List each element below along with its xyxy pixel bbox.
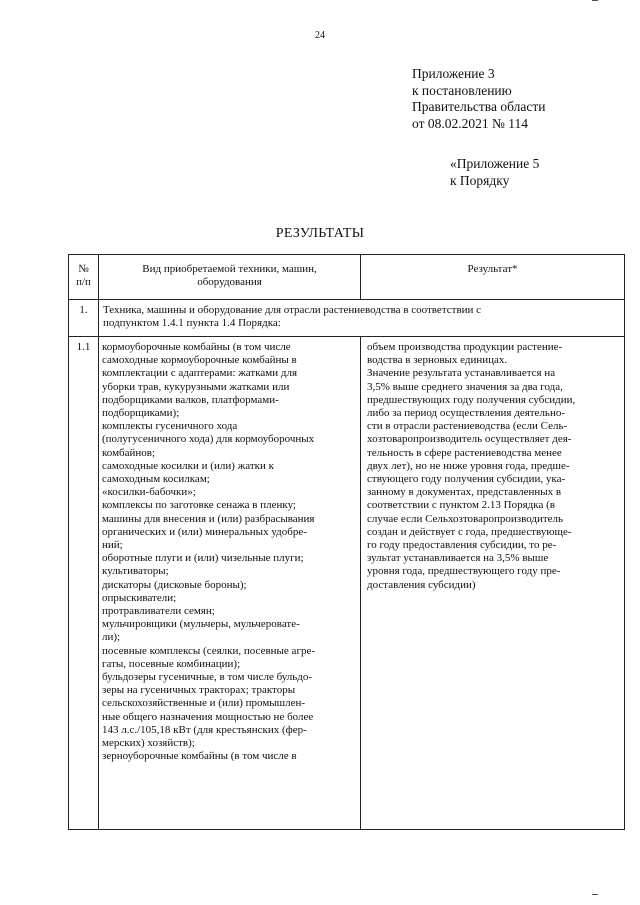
- row-num: 1.1: [69, 337, 99, 830]
- equipment-line: комплексы по заготовке сенажа в пленку;: [102, 499, 296, 512]
- equipment-line: комплектации с адаптерами: жатками для: [102, 367, 297, 380]
- equipment-line: (полугусеничного хода) для кормоуборочных: [102, 433, 315, 446]
- equipment-line: подборщиками);: [102, 407, 180, 420]
- equipment-line: ний;: [102, 539, 123, 552]
- result-line: либо за период осуществления деятельно-: [367, 407, 565, 420]
- equipment-line: 143 л.с./105,18 кВт (для крестьянских (фер-: [102, 723, 307, 736]
- result-line: тельность в сфере растениеводства менее: [367, 446, 562, 459]
- equipment-line: ные общего назначения мощностью не более: [102, 710, 314, 723]
- header-result: [361, 255, 625, 300]
- header-num: [69, 255, 99, 300]
- equipment-line: протравливатели семян;: [102, 605, 215, 618]
- result-line: сти в отрасли растениеводства (если Сель-: [367, 420, 568, 433]
- section-text-line: подпунктом 1.4.1 пункта 1.4 Порядка:: [103, 317, 281, 329]
- result-line: создан и действует с года, предшествующе-: [367, 525, 572, 538]
- page-number: 24: [315, 30, 325, 41]
- header-kind: [99, 255, 361, 300]
- equipment-line: самоходным косилкам;: [102, 473, 210, 486]
- equipment-line: органических и (или) минеральных удобре-: [102, 525, 307, 538]
- equipment-line: дискаторы (дисковые бороны);: [102, 578, 247, 591]
- equipment-line: посевные комплексы (сеялки, посевные агре-: [102, 644, 315, 657]
- result-line: двух лет), но не ниже уровня года, предше-: [367, 459, 570, 472]
- equipment-line: культиваторы;: [102, 565, 169, 578]
- result-line: хозтоваропроизводитель осуществляет дея-: [367, 433, 572, 446]
- result-line: предшествующих году получения субсидии,: [367, 393, 576, 406]
- result-description: [361, 337, 625, 830]
- equipment-line: кормоуборочные комбайны (в том числе: [102, 341, 291, 353]
- result-line: го году предоставления субсидии, то ре-: [367, 539, 557, 552]
- equipment-line: бульдозеры гусеничные, в том числе бульдо-: [102, 671, 313, 684]
- equipment-line: самоходные косилки и (или) жатки к: [102, 459, 274, 472]
- result-line: водства в зерновых единицах.: [367, 354, 508, 367]
- equipment-line: ли);: [102, 631, 121, 644]
- results-table: [68, 254, 625, 830]
- section-num: 1.: [69, 300, 99, 337]
- result-line: объем производства продукции растение-: [367, 341, 563, 353]
- equipment-line: комплекты гусеничного хода: [102, 420, 238, 433]
- result-line: 3,5% выше среднего значения за два года,: [367, 380, 563, 393]
- result-line: соответствии с пунктом 2.13 Порядка (в: [367, 499, 555, 512]
- equipment-line: подборщиками валков, платформами-: [102, 393, 279, 406]
- section-text: [99, 300, 625, 337]
- equipment-line: мульчировщики (мульчеры, мульчеровате-: [102, 618, 300, 631]
- equipment-line: комбайнов;: [102, 446, 156, 459]
- appendix-header-line: к постановлению: [412, 82, 512, 98]
- result-line: Значение результата устанавливается на: [367, 367, 556, 380]
- scan-mark-top: [592, 0, 598, 1]
- equipment-line: гаты, посевные комбинации);: [102, 657, 241, 670]
- table-header-row: [69, 255, 625, 300]
- equipment-line: самоходные кормоуборочные комбайны в: [102, 354, 297, 367]
- annex-reference-line: «Приложение 5: [450, 156, 540, 171]
- header-kind-line: Вид приобретаемой техники, машин,: [142, 263, 317, 275]
- header-num-line: №: [78, 263, 89, 275]
- result-line: зультат устанавливается на 3,5% выше: [367, 552, 549, 565]
- scan-mark-bottom: [592, 894, 598, 895]
- document-title: РЕЗУЛЬТАТЫ: [275, 226, 365, 241]
- equipment-line: зерноуборочные комбайны (в том числе в: [102, 750, 297, 763]
- equipment-line: «косилки-бабочки»;: [102, 486, 196, 499]
- header-kind-line: оборудования: [197, 276, 262, 288]
- appendix-header-line: Приложение 3: [412, 66, 495, 81]
- result-line: доставления субсидии): [367, 578, 476, 591]
- equipment-line: опрыскиватели;: [102, 591, 177, 604]
- equipment-line: уборки трав, кукурузными жатками или: [102, 380, 290, 393]
- equipment-line: машины для внесения и (или) разбрасывания: [102, 512, 315, 525]
- equipment-line: оборотные плуги и (или) чизельные плуги;: [102, 552, 304, 565]
- header-num-line: п/п: [76, 276, 91, 288]
- result-line: случае если Сельхозтоваропроизводитель: [367, 512, 564, 525]
- result-line: ствующего году получения субсидии, ука-: [367, 473, 566, 486]
- result-line: занному в документах, представленных в: [367, 486, 562, 499]
- equipment-list: [99, 337, 361, 830]
- header-result-label: Результат*: [467, 263, 518, 275]
- appendix-header: [412, 66, 545, 132]
- equipment-line: зеры на гусеничных тракторах; тракторы: [102, 684, 296, 697]
- result-line: уровня года, предшествующего году пре-: [367, 565, 561, 578]
- equipment-line: мерских) хозяйств);: [102, 737, 195, 750]
- table-row: [69, 337, 625, 830]
- equipment-line: сельскохозяйственные и (или) промышлен-: [102, 697, 306, 710]
- section-row: [69, 300, 625, 337]
- annex-reference: [450, 156, 539, 189]
- appendix-header-line: от 08.02.2021 № 114: [412, 115, 528, 131]
- appendix-header-line: Правительства области: [412, 99, 546, 114]
- annex-reference-line: к Порядку: [450, 172, 510, 188]
- section-text-line: Техника, машины и оборудование для отрасли растениеводства в соответствии с: [103, 304, 482, 316]
